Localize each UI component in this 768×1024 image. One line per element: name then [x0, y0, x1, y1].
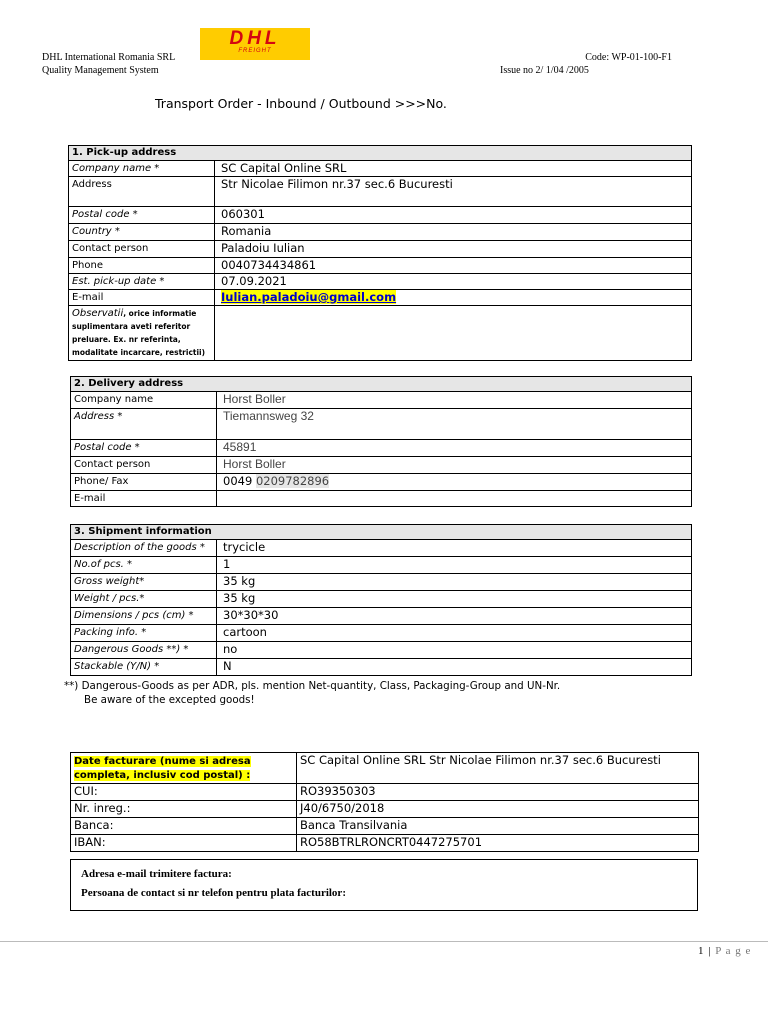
email-cell	[215, 290, 692, 306]
table-row	[69, 224, 692, 241]
table-row	[69, 207, 692, 224]
table-row	[69, 177, 692, 207]
phone-number: 0209782896	[255, 474, 330, 488]
field-label: E-mail	[71, 491, 217, 507]
shipment-section-heading: 3. Shipment information	[71, 525, 692, 540]
page-word: P a g e	[715, 945, 752, 957]
field-label: Stackable (Y/N) *	[71, 659, 217, 676]
quality-system: Quality Management System	[42, 65, 159, 76]
obs-detail: , orice informatie suplimentara aveti referitor preluare.	[72, 309, 197, 344]
shipment-info-table	[70, 524, 692, 676]
field-label: Dangerous Goods **) *	[71, 642, 217, 659]
billing-address-value[interactable]: SC Capital Online SRL Str Nicolae Filimon nr.37 sec.6 Bucuresti	[297, 753, 699, 784]
field-label: Est. pick-up date *	[69, 274, 215, 290]
field-label: No.of pcs. *	[71, 557, 217, 574]
field-label: IBAN:	[71, 835, 297, 852]
weight-per-piece-value[interactable]: 35 kg	[217, 591, 692, 608]
pickup-email-link[interactable]: Iulian.paladoiu@gmail.com	[221, 290, 397, 304]
field-label: Gross weight*	[71, 574, 217, 591]
field-label: Dimensions / pcs (cm) *	[71, 608, 217, 625]
dangerous-goods-value[interactable]: no	[217, 642, 692, 659]
field-label: Address *	[71, 409, 217, 440]
gross-weight-value[interactable]: 35 kg	[217, 574, 692, 591]
packing-value[interactable]: cartoon	[217, 625, 692, 642]
field-label: Description of the goods *	[71, 540, 217, 557]
field-label: Nr. inreg.:	[71, 801, 297, 818]
dhl-freight-logo	[200, 28, 310, 60]
pickup-section-heading: 1. Pick-up address	[69, 146, 692, 161]
document-code: Code: WP-01-100-F1	[585, 52, 672, 63]
pickup-contact-value[interactable]: Paladoiu Iulian	[215, 241, 692, 258]
table-row	[69, 258, 692, 274]
field-label: Packing info. *	[71, 625, 217, 642]
table-row	[71, 557, 692, 574]
page-title: Transport Order - Inbound / Outbound >>>No.	[155, 96, 447, 111]
table-row	[71, 457, 692, 474]
field-label: Banca:	[71, 818, 297, 835]
table-row	[69, 274, 692, 290]
table-row	[71, 409, 692, 440]
pickup-country-value[interactable]: Romania	[215, 224, 692, 241]
delivery-company-value[interactable]: Horst Boller	[217, 392, 692, 409]
delivery-contact-value[interactable]: Horst Boller	[217, 457, 692, 474]
table-row	[71, 801, 699, 818]
field-label: Postal code *	[69, 207, 215, 224]
table-row	[71, 659, 692, 676]
table-row	[71, 625, 692, 642]
table-row	[71, 491, 692, 507]
stackable-value[interactable]: N	[217, 659, 692, 676]
observations-value[interactable]	[215, 306, 692, 361]
billing-label-cell	[71, 753, 297, 784]
pieces-value[interactable]: 1	[217, 557, 692, 574]
pickup-address-value[interactable]: Str Nicolae Filimon nr.37 sec.6 Bucuresti	[215, 177, 692, 207]
field-label: Country *	[69, 224, 215, 241]
field-label: Contact person	[71, 457, 217, 474]
table-row	[71, 392, 692, 409]
page-number: 1	[698, 945, 705, 957]
page-footer	[698, 945, 751, 957]
phone-prefix: 0049	[223, 474, 253, 488]
field-label: Phone/ Fax	[71, 474, 217, 491]
pickup-date-value[interactable]: 07.09.2021	[215, 274, 692, 290]
table-row	[71, 753, 699, 784]
pickup-address-table	[68, 145, 692, 361]
table-row	[71, 574, 692, 591]
pickup-phone-value[interactable]: 0040734434861	[215, 258, 692, 274]
delivery-email-value[interactable]	[217, 491, 692, 507]
table-row	[69, 290, 692, 306]
page-separator: |	[708, 945, 712, 957]
delivery-section-heading: 2. Delivery address	[71, 377, 692, 392]
table-row	[71, 540, 692, 557]
obs-title: Observatii	[72, 308, 124, 319]
field-label: Address	[69, 177, 215, 207]
iban-value[interactable]: RO58BTRLRONCRT0447275701	[297, 835, 699, 852]
goods-description-value[interactable]: trycicle	[217, 540, 692, 557]
table-row	[71, 835, 699, 852]
table-row	[71, 440, 692, 457]
footer-divider	[0, 941, 768, 942]
delivery-address-table	[70, 376, 692, 507]
field-label: Weight / pcs.*	[71, 591, 217, 608]
company-name: DHL International Romania SRL	[42, 52, 176, 63]
invoice-contact-box	[70, 859, 698, 911]
field-label: Contact person	[69, 241, 215, 258]
table-row	[71, 818, 699, 835]
table-row	[71, 784, 699, 801]
note-line-2: Be aware of the excepted goods!	[84, 694, 255, 706]
table-row	[69, 306, 692, 361]
field-label: Phone	[69, 258, 215, 274]
delivery-postal-value[interactable]: 45891	[217, 440, 692, 457]
table-row	[71, 474, 692, 491]
document-header-left	[42, 51, 175, 77]
field-label: CUI:	[71, 784, 297, 801]
table-row	[71, 591, 692, 608]
dangerous-goods-note	[64, 679, 560, 707]
dimensions-value[interactable]: 30*30*30	[217, 608, 692, 625]
observations-label	[69, 306, 215, 361]
field-label: E-mail	[69, 290, 215, 306]
invoice-contact-label: Persoana de contact si nr telefon pentru plata facturilor:	[81, 887, 346, 899]
issue-number: Issue no 2/ 1/04 /2005	[500, 65, 589, 76]
freight-logo-text: FREIGHT	[238, 48, 272, 54]
delivery-phone-cell[interactable]	[217, 474, 692, 491]
billing-table	[70, 752, 699, 852]
table-row	[69, 241, 692, 258]
field-label: Company name	[71, 392, 217, 409]
table-row	[71, 608, 692, 625]
registration-value[interactable]: J40/6750/2018	[297, 801, 699, 818]
table-row	[69, 161, 692, 177]
pickup-postal-value[interactable]: 060301	[215, 207, 692, 224]
obs-detail-2: Ex. nr referinta, modalitate incarcare, restrictii)	[72, 335, 206, 357]
note-line-1: **) Dangerous-Goods as per ADR, pls. mention Net-quantity, Class, Packaging-Group and UN-Nr.	[64, 680, 561, 692]
billing-data-label: Date facturare (nume si adresa completa, inclusiv cod postal) :	[74, 756, 251, 781]
field-label: Company name *	[69, 161, 215, 177]
table-row	[71, 642, 692, 659]
delivery-address-value[interactable]: Tiemannsweg 32	[217, 409, 692, 440]
document-header-right	[500, 51, 672, 77]
pickup-company-value[interactable]: SC Capital Online SRL	[215, 161, 692, 177]
dhl-logo-text: DHL	[229, 28, 281, 49]
cui-value[interactable]: RO39350303	[297, 784, 699, 801]
bank-value[interactable]: Banca Transilvania	[297, 818, 699, 835]
invoice-email-label: Adresa e-mail trimitere factura:	[81, 868, 232, 880]
field-label: Postal code *	[71, 440, 217, 457]
